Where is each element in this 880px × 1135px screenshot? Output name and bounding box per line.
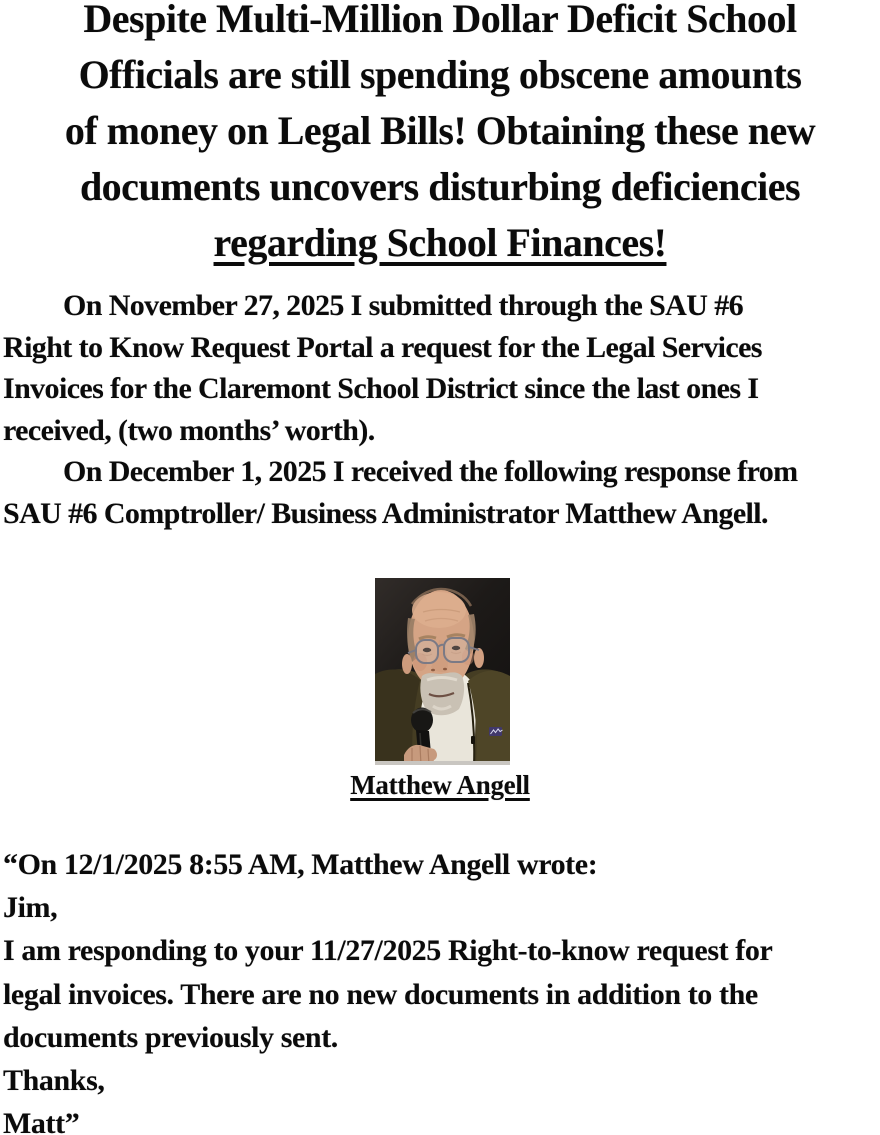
headline-line-5: [0, 215, 880, 271]
paragraph-line: On November 27, 2025 I submitted through the SAU #6: [63, 289, 744, 322]
quote-line: “On 12/1/2025 8:55 AM, Matthew Angell wrote:: [3, 848, 598, 881]
quote-line: documents previously sent.: [3, 1020, 338, 1054]
matthew-angell-photo: [375, 578, 510, 765]
headline-line-4: documents uncovers disturbing deficiencies: [79, 164, 801, 209]
paragraph-line: SAU #6 Comptroller/ Business Administrator Matthew Angell.: [3, 496, 768, 530]
headline-line-1: Despite Multi-Million Dollar Deficit School: [83, 0, 797, 41]
photo-bottom-edge: [375, 761, 510, 765]
email-quote: [3, 843, 880, 1135]
paragraph-line: Invoices for the Claremont School District since the last ones I: [3, 372, 759, 405]
portrait-figure: [375, 578, 510, 765]
photo-caption: [0, 770, 880, 801]
paragraph-line: On December 1, 2025 I received the following response from: [63, 455, 798, 488]
headline: [0, 0, 880, 271]
zipper-pull: [471, 736, 475, 744]
quote-line: Jim,: [3, 891, 58, 925]
paragraph-line: received, (two months’ worth).: [3, 413, 375, 447]
quote-line: Matt”: [3, 1107, 80, 1135]
body-paragraphs: [3, 285, 880, 534]
quote-line: I am responding to your 11/27/2025 Right-to-know request for: [3, 934, 773, 968]
quote-line: Thanks,: [3, 1064, 105, 1098]
quote-line: legal invoices. There are no new documents in addition to the: [3, 977, 758, 1011]
headline-line-2: Officials are still spending obscene amounts: [78, 52, 802, 97]
headline-line-3: of money on Legal Bills! Obtaining these new: [64, 108, 816, 153]
paragraph-line: Right to Know Request Portal a request for the Legal Services: [3, 330, 762, 364]
headline-underlined-text: regarding School Finances!: [213, 220, 667, 265]
photo-caption-text: Matthew Angell: [350, 770, 530, 800]
